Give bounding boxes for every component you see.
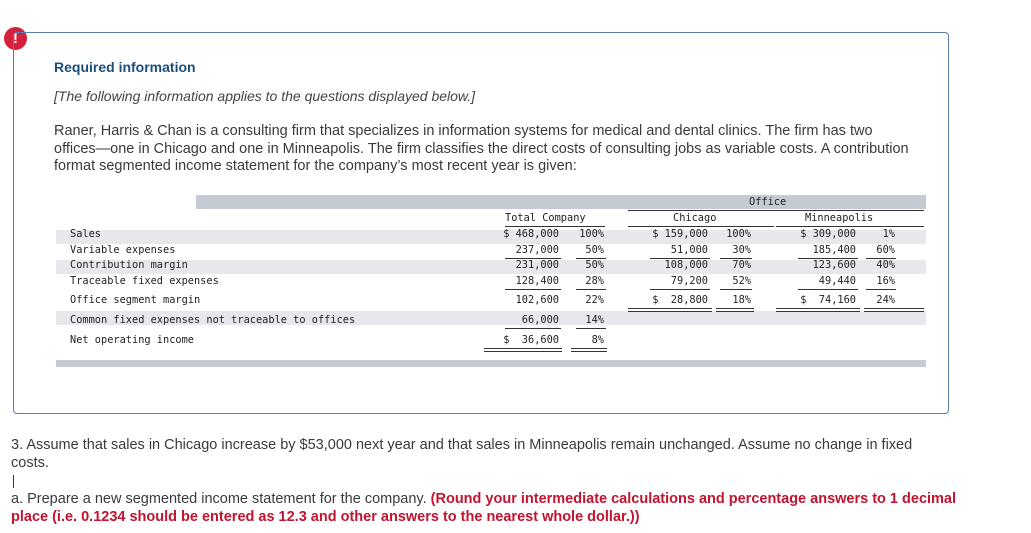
row-label: Variable expenses	[70, 244, 176, 256]
cell-total: 231,000	[515, 259, 559, 271]
column-header-chicago: Chicago	[673, 212, 717, 224]
subtotal-rule	[720, 289, 752, 290]
cell-total-pct: 28%	[585, 275, 604, 287]
row-label: Contribution margin	[70, 259, 188, 271]
part-a-prompt: a. Prepare a new segmented income statement for the company.	[11, 491, 431, 507]
cell-minneapolis-pct: 24%	[876, 294, 895, 306]
cell-total: 66,000	[521, 314, 559, 326]
cell-total: 237,000	[515, 244, 559, 256]
cell-minneapolis: 185,400	[812, 244, 856, 256]
cell-chicago: 79,200	[670, 275, 708, 287]
double-rule	[716, 308, 754, 312]
required-info-body: Raner, Harris & Chan is a consulting firm that specializes in information systems for medical and dental clinics. The firm has two offices—one in Chicago and one in Minneapolis. The firm classifies the direct costs of consulting jobs as variable costs. A contribution format segmented income statement for the company’s most recent year is given:	[54, 123, 909, 174]
subtotal-rule	[650, 289, 710, 290]
segmented-income-statement	[56, 195, 926, 367]
required-info-note: [The following information applies to the questions displayed below.]	[54, 88, 476, 104]
row-label: Traceable fixed expenses	[70, 275, 219, 287]
cell-chicago: $ 159,000	[652, 228, 708, 240]
cell-total: $ 36,600	[503, 334, 559, 346]
cell-minneapolis: $ 74,160	[800, 294, 856, 306]
office-group-header: Office	[749, 196, 787, 208]
row-label: Sales	[70, 228, 101, 240]
column-header-minneapolis: Minneapolis	[805, 212, 874, 224]
required-info-title: Required information	[54, 59, 196, 75]
row-label: Net operating income	[70, 334, 194, 346]
column-header-total: Total Company	[505, 212, 586, 224]
cell-chicago-pct: 52%	[732, 275, 751, 287]
cell-chicago-pct: 100%	[726, 228, 751, 240]
required-information-box	[13, 32, 949, 414]
cell-minneapolis-pct: 60%	[876, 244, 895, 256]
cell-total-pct: 100%	[579, 228, 604, 240]
subtotal-rule	[505, 328, 561, 329]
footer-band	[56, 360, 926, 367]
subtotal-rule	[576, 328, 606, 329]
question-3-text: 3. Assume that sales in Chicago increase by $53,000 next year and that sales in Minneapolis remain unchanged. Assume no change in fixed costs.	[11, 437, 913, 471]
subtotal-rule	[798, 289, 858, 290]
subtotal-rule	[866, 289, 896, 290]
part-a-text	[11, 490, 971, 526]
cell-minneapolis: 123,600	[812, 259, 856, 271]
subtotal-rule	[576, 289, 606, 290]
double-rule	[776, 308, 860, 312]
header-rule-minneapolis	[776, 226, 924, 227]
alert-exclamation-icon: !	[4, 27, 27, 50]
cell-chicago-pct: 70%	[732, 259, 751, 271]
cell-chicago-pct: 30%	[732, 244, 751, 256]
cell-minneapolis: 49,440	[818, 275, 856, 287]
header-rule-chicago	[628, 226, 774, 227]
subtotal-rule	[505, 289, 561, 290]
row-label: Common fixed expenses not traceable to offices	[70, 314, 356, 326]
header-rule-total	[505, 226, 605, 227]
cell-chicago: 51,000	[670, 244, 708, 256]
cell-total-pct: 50%	[585, 244, 604, 256]
double-rule	[864, 308, 924, 312]
cell-total: 102,600	[515, 294, 559, 306]
text-cursor	[13, 475, 14, 488]
cell-minneapolis-pct: 1%	[882, 228, 895, 240]
double-rule	[571, 348, 607, 352]
cell-total-pct: 14%	[585, 314, 604, 326]
row-label: Office segment margin	[70, 294, 201, 306]
cell-total-pct: 8%	[591, 334, 604, 346]
cell-total-pct: 22%	[585, 294, 604, 306]
cell-minneapolis-pct: 16%	[876, 275, 895, 287]
header-band	[196, 195, 926, 209]
part-a-instruction: (Round your intermediate calculations and percentage answers to 1 decimal place (i.e. 0.1234 should be entered as 12.3 and other answers to the nearest whole dollar.))	[11, 491, 957, 525]
cell-total: 128,400	[515, 275, 559, 287]
cell-chicago: 108,000	[664, 259, 708, 271]
cell-chicago-pct: 18%	[732, 294, 751, 306]
cell-minneapolis: $ 309,000	[800, 228, 856, 240]
cell-minneapolis-pct: 40%	[876, 259, 895, 271]
double-rule	[628, 308, 712, 312]
cell-total: $ 468,000	[503, 228, 559, 240]
cell-total-pct: 50%	[585, 259, 604, 271]
cell-chicago: $ 28,800	[652, 294, 708, 306]
double-rule	[484, 348, 562, 352]
office-header-rule	[628, 210, 924, 211]
